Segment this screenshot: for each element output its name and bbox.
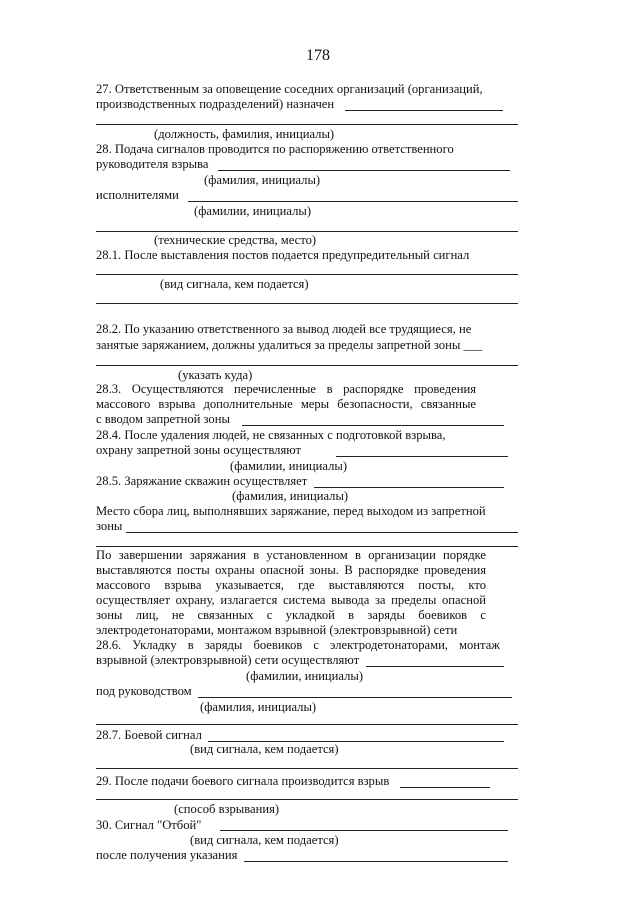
blank-line[interactable] <box>244 861 508 862</box>
blank-line[interactable] <box>220 830 508 831</box>
item-28-3-line-2: массового взрыва дополнительные меры безопасности, связанные <box>96 397 476 411</box>
blank-line[interactable] <box>96 768 518 769</box>
blank-line[interactable] <box>198 697 512 698</box>
assembly-point-line-1: Место сбора лиц, выполнявших заряжание, перед выходом из запретной <box>96 504 486 518</box>
caption: (фамилии, инициалы) <box>246 669 364 683</box>
item-28-5: 28.5. Заряжание скважин осуществляет <box>96 474 308 488</box>
caption: (фамилия, инициалы) <box>232 489 349 503</box>
paragraph-line-1: По завершении заряжания в установленном в организации порядке <box>96 548 486 562</box>
blank-line[interactable] <box>366 666 504 667</box>
paragraph-line-4: осуществляет охрану, излагается система вывода за пределы опасной <box>96 593 486 607</box>
blank-line[interactable] <box>96 124 518 125</box>
item-30: 30. Сигнал "Отбой" <box>96 818 202 832</box>
item-28-6-line-2: взрывной (электровзрывной) сети осуществляют <box>96 653 360 667</box>
caption: (фамилия, инициалы) <box>200 700 317 714</box>
page-number: 178 <box>306 47 330 64</box>
item-28-2-line-2: занятые заряжанием, должны удалиться за пределы запретной зоны ___ <box>96 338 483 352</box>
blank-line[interactable] <box>96 799 518 800</box>
item-28-1: 28.1. После выставления постов подается предупредительный сигнал <box>96 248 470 262</box>
caption: (вид сигнала, кем подается) <box>190 833 339 847</box>
item-28-2-line-1: 28.2. По указанию ответственного за вывод людей все трудящиеся, не <box>96 322 472 336</box>
blank-line[interactable] <box>126 532 518 533</box>
item-28-line-1: 28. Подача сигналов проводится по распоряжению ответственного <box>96 142 454 156</box>
item-27-line-2: производственных подразделений) назначен <box>96 97 335 111</box>
caption: (фамилии, инициалы) <box>230 459 348 473</box>
paragraph-line-3: массового взрыва указывается, где выставляются посты, кто <box>96 578 486 592</box>
item-28-6-line-1: 28.6. Укладку в заряды боевиков с электродетонаторами, монтаж <box>96 638 500 652</box>
item-29: 29. После подачи боевого сигнала производится взрыв <box>96 774 390 788</box>
caption: (должность, фамилия, инициалы) <box>154 127 335 141</box>
caption: (фамилии, инициалы) <box>194 204 312 218</box>
item-28-4-line-1: 28.4. После удаления людей, не связанных с подготовкой взрыва, <box>96 428 446 442</box>
blank-line[interactable] <box>242 425 504 426</box>
caption: (фамилия, инициалы) <box>204 173 321 187</box>
item-28-line-2: руководителя взрыва <box>96 157 209 171</box>
caption: (вид сигнала, кем подается) <box>190 742 339 756</box>
blank-line[interactable] <box>96 231 518 232</box>
paragraph-line-6: электродетонаторами, монтажом взрывной (электровзрывной) сети <box>96 623 458 637</box>
blank-line[interactable] <box>400 787 490 788</box>
paragraph-line-2: выставляются посты охраны опасной зоны. В распорядке проведения <box>96 563 486 577</box>
caption: (способ взрывания) <box>174 802 280 816</box>
blank-line[interactable] <box>314 487 504 488</box>
paragraph-line-5: зоны лиц, не связанных с укладкой в заряды боевиков с <box>96 608 486 622</box>
caption: (технические средства, место) <box>154 233 317 247</box>
field-label: под руководством <box>96 684 192 698</box>
item-28-4-line-2: охрану запретной зоны осуществляют <box>96 443 301 457</box>
blank-line[interactable] <box>188 201 518 202</box>
item-28-3-line-1: 28.3. Осуществляются перечисленные в распорядке проведения <box>96 382 476 396</box>
blank-line[interactable] <box>96 303 518 304</box>
caption: (указать куда) <box>178 368 253 382</box>
item-28-3-line-3: с вводом запретной зоны <box>96 412 230 426</box>
blank-line[interactable] <box>96 724 518 725</box>
assembly-point-line-2: зоны <box>96 519 123 533</box>
field-label: исполнителями <box>96 188 179 202</box>
item-28-7: 28.7. Боевой сигнал <box>96 728 202 742</box>
field-label: после получения указания <box>96 848 238 862</box>
blank-line[interactable] <box>96 274 518 275</box>
item-27-line-1: 27. Ответственным за оповещение соседних организаций (организаций, <box>96 82 483 96</box>
blank-line[interactable] <box>96 365 518 366</box>
blank-line[interactable] <box>336 456 508 457</box>
blank-line[interactable] <box>96 546 518 547</box>
caption: (вид сигнала, кем подается) <box>160 277 309 291</box>
blank-line[interactable] <box>218 170 510 171</box>
blank-line[interactable] <box>345 110 503 111</box>
